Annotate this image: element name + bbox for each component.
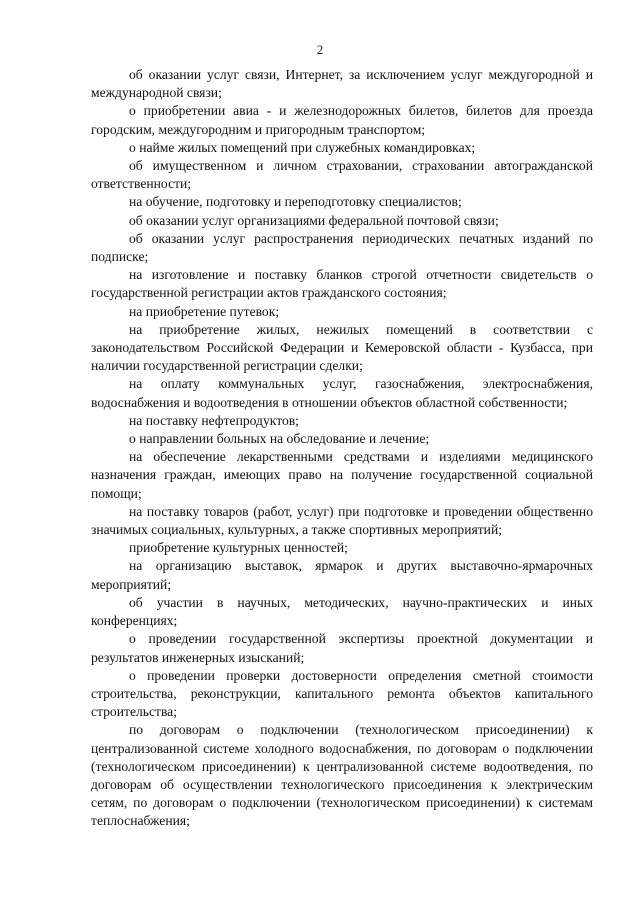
document-paragraph: по договорам о подключении (технологическом присоединении) к централизованной системе холодного водоснабжения, по договорам о подключении (технологическом присоединении) к централизованной системе водоотведения, по договорам об осуществлении технологического присоединения к электрическим сетям, по договорам о подключении (технологическом присоединении) к системам теплоснабжения;	[91, 722, 593, 829]
document-paragraph: о направлении больных на обследование и лечение;	[129, 431, 430, 447]
document-paragraph: на обучение, подготовку и переподготовку специалистов;	[129, 194, 462, 210]
document-paragraph: на приобретение жилых, нежилых помещений в соответствии с законодательством Российской Федерации и Кемеровской области - Кузбасса, при наличии государственной регистрации сделки;	[91, 321, 593, 374]
document-paragraph: на изготовление и поставку бланков строгой отчетности свидетельств о государственной регистрации актов гражданского состояния;	[91, 267, 593, 301]
document-paragraph: об участии в научных, методических, научно-практических и иных конференциях;	[91, 594, 593, 629]
document-paragraph: о приобретении авиа - и железнодорожных билетов, билетов для проезда городским, междугородним и пригородным транспортом;	[91, 103, 593, 137]
document-paragraph: об оказании услуг распространения периодических печатных изданий по подписке;	[91, 230, 593, 265]
document-paragraph: о найме жилых помещений при служебных командировках;	[129, 139, 476, 155]
document-paragraph: на обеспечение лекарственными средствами и изделиями медицинского назначения граждан, имеющих право на получение государственной социальной помощи;	[91, 449, 593, 501]
document-paragraph: об оказании услуг связи, Интернет, за исключением услуг междугородной и международной связи;	[91, 67, 593, 101]
document-paragraph: приобретение культурных ценностей;	[129, 540, 348, 556]
document-paragraph: на поставку нефтепродуктов;	[129, 412, 299, 428]
document-paragraph: на организацию выставок, ярмарок и других выставочно-ярмарочных мероприятий;	[91, 558, 593, 592]
document-paragraph: на оплату коммунальных услуг, газоснабжения, электроснабжения, водоснабжения и водоотведения в отношении объектов областной собственности;	[91, 376, 593, 410]
document-paragraph: о проведении государственной экспертизы проектной документации и результатов инженерных изысканий;	[91, 631, 593, 665]
document-paragraph: о проведении проверки достоверности определения сметной стоимости строительства, реконструкции, капитального ремонта объектов капитального строительства;	[91, 667, 593, 720]
document-body	[91, 66, 593, 831]
document-paragraph: на приобретение путевок;	[129, 303, 280, 319]
page-number: 2	[316, 42, 324, 57]
document-paragraph: об имущественном и личном страховании, страховании автогражданской ответственности;	[91, 158, 593, 192]
document-paragraph: на поставку товаров (работ, услуг) при подготовке и проведении общественно значимых социальных, культурных, а также спортивных мероприятий;	[91, 503, 593, 538]
document-paragraph: об оказании услуг организациями федеральной почтовой связи;	[129, 212, 499, 228]
